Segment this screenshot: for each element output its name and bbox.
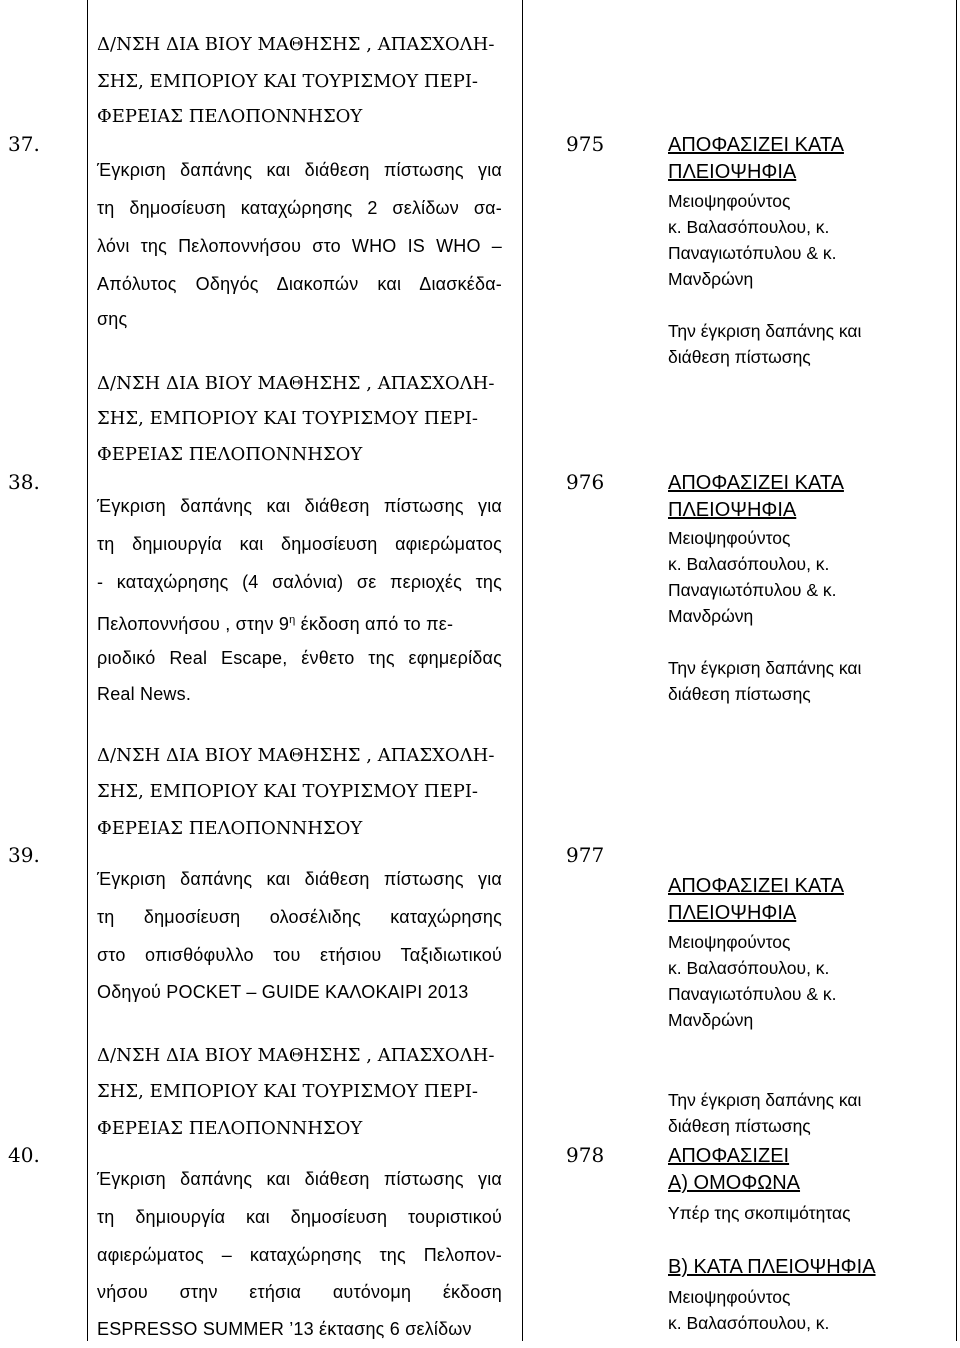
description-line: Οδηγού POCKET – GUIDE ΚΑΛΟΚΑΙΡΙ 2013 <box>97 982 469 1002</box>
description-line: νήσου στην ετήσια αυτόνομη έκδοση <box>97 1282 502 1302</box>
decision-heading <box>668 132 844 186</box>
decision-heading-line: ΑΠΟΦΑΣΙΖΕΙ <box>668 1145 790 1167</box>
description-line: Έγκριση δαπάνης και διάθεση πίστωσης για <box>97 869 502 889</box>
row-number: 39. <box>8 843 40 867</box>
minority-line: Μανδρώνη <box>668 606 754 626</box>
decision-heading-line: ΑΠΟΦΑΣΙΖΕΙ ΚΑΤΑ <box>668 875 844 897</box>
description-line: τη δημιουργία και δημοσίευση αφιερώματος <box>97 534 502 554</box>
minority-line: κ. Βαλασόπουλου, κ. <box>668 958 830 978</box>
minority-line: Μειοψηφούντος <box>668 528 791 548</box>
minority-line: Παναγιωτόπυλου & κ. <box>668 243 837 263</box>
description-line <box>97 602 502 643</box>
department-line: Δ/ΝΣΗ ΔΙΑ ΒΙΟΥ ΜΑΘΗΣΗΣ , ΑΠΑΣΧΟΛΗ- <box>97 1045 495 1066</box>
decision-heading-line: ΑΠΟΦΑΣΙΖΕΙ ΚΑΤΑ <box>668 134 844 156</box>
description-line: στο οπισθόφυλλο του ετήσιου Ταξιδιωτικού <box>97 945 502 965</box>
description-line: Απόλυτος Οδηγός Διακοπών και Διασκέδα- <box>97 274 502 294</box>
column-divider-right <box>956 0 957 1341</box>
department-line: ΣΗΣ, ΕΜΠΟΡΙΟΥ ΚΑΙ ΤΟΥΡΙΣΜΟΥ ΠΕΡΙ- <box>97 408 479 429</box>
minority-line: κ. Βαλασόπουλου, κ. <box>668 554 830 574</box>
approval-line: Την έγκριση δαπάνης και <box>668 1090 862 1110</box>
description-fragment: Πελοποννήσου , στην 9 <box>97 614 290 634</box>
department-line: Δ/ΝΣΗ ΔΙΑ ΒΙΟΥ ΜΑΘΗΣΗΣ , ΑΠΑΣΧΟΛΗ- <box>97 34 495 55</box>
decision-heading-line: Β) ΚΑΤΑ ΠΛΕΙΟΨΗΦΙΑ <box>668 1256 876 1278</box>
description-line: Real News. <box>97 684 192 704</box>
approval-block <box>668 318 861 370</box>
department-line: Δ/ΝΣΗ ΔΙΑ ΒΙΟΥ ΜΑΘΗΣΗΣ , ΑΠΑΣΧΟΛΗ- <box>97 373 495 394</box>
approval-block <box>668 655 861 707</box>
row-number: 37. <box>8 132 40 156</box>
description-fragment: έκδοση από το πε- <box>295 614 454 634</box>
description-line: σης <box>97 309 128 329</box>
approval-block <box>668 1087 861 1139</box>
approval-line: Την έγκριση δαπάνης και <box>668 658 862 678</box>
minority-block <box>668 188 837 292</box>
decision-heading-line: ΠΛΕΙΟΨΗΦΙΑ <box>668 161 797 183</box>
row-number: 38. <box>8 470 40 494</box>
minority-line: Παναγιωτόπυλου & κ. <box>668 580 837 600</box>
description-line: τη δημιουργία και δημοσίευση τουριστικού <box>97 1207 502 1227</box>
decision-heading-line: Α) ΟΜΟΦΩΝΑ <box>668 1172 801 1194</box>
department-line: ΦΕΡΕΙΑΣ ΠΕΛΟΠΟΝΝΗΣΟΥ <box>97 444 363 465</box>
column-divider-left <box>87 0 88 1341</box>
decision-heading-b <box>668 1254 876 1281</box>
department-line: ΣΗΣ, ΕΜΠΟΡΙΟΥ ΚΑΙ ΤΟΥΡΙΣΜΟΥ ΠΕΡΙ- <box>97 1081 479 1102</box>
approval-line: διάθεση πίστωσης <box>668 347 811 367</box>
description-line: λόνι της Πελοποννήσου στο WHO IS WHO – <box>97 236 502 256</box>
approval-line: διάθεση πίστωσης <box>668 1116 811 1136</box>
decision-heading <box>668 470 844 524</box>
department-line: Δ/ΝΣΗ ΔΙΑ ΒΙΟΥ ΜΑΘΗΣΗΣ , ΑΠΑΣΧΟΛΗ- <box>97 745 495 766</box>
description-line: ριοδικό Real Escape, ένθετο της εφημερίδας <box>97 648 502 668</box>
description-line: τη δημοσίευση ολοσέλιδης καταχώρησης <box>97 907 502 927</box>
minority-block <box>668 525 837 629</box>
minority-line: κ. Βαλασόπουλου, κ. <box>668 217 830 237</box>
description-line: Έγκριση δαπάνης και διάθεση πίστωσης για <box>97 160 502 180</box>
description-line: αφιερώματος – καταχώρησης της Πελοπον- <box>97 1245 502 1265</box>
decision-heading-line: ΠΛΕΙΟΨΗΦΙΑ <box>668 499 797 521</box>
minority-line: Μανδρώνη <box>668 1010 754 1030</box>
minority-line: Μειοψηφούντος <box>668 191 791 211</box>
minority-block <box>668 929 837 1033</box>
decision-heading-line: ΠΛΕΙΟΨΗΦΙΑ <box>668 902 797 924</box>
department-line: ΣΗΣ, ΕΜΠΟΡΙΟΥ ΚΑΙ ΤΟΥΡΙΣΜΟΥ ΠΕΡΙ- <box>97 781 479 802</box>
description-line: Έγκριση δαπάνης και διάθεση πίστωσης για <box>97 1169 502 1189</box>
department-line: ΣΗΣ, ΕΜΠΟΡΙΟΥ ΚΑΙ ΤΟΥΡΙΣΜΟΥ ΠΕΡΙ- <box>97 71 479 92</box>
decision-heading <box>668 1143 800 1197</box>
description-line: Έγκριση δαπάνης και διάθεση πίστωσης για <box>97 496 502 516</box>
minority-line: Μανδρώνη <box>668 269 754 289</box>
approval-line: διάθεση πίστωσης <box>668 684 811 704</box>
minority-line: Μειοψηφούντος <box>668 1287 791 1307</box>
description-line: ESPRESSO SUMMER ’13 έκτασης 6 σελίδων <box>97 1319 472 1339</box>
description-line: - καταχώρησης (4 σαλόνια) σε περιοχές της <box>97 572 502 592</box>
decision-heading <box>668 873 844 927</box>
decision-note: Υπέρ της σκοπιμότητας <box>668 1203 851 1223</box>
department-line: ΦΕΡΕΙΑΣ ΠΕΛΟΠΟΝΝΗΣΟΥ <box>97 106 363 127</box>
decision-number: 978 <box>566 1143 605 1167</box>
department-line: ΦΕΡΕΙΑΣ ΠΕΛΟΠΟΝΝΗΣΟΥ <box>97 1118 363 1139</box>
decision-number: 976 <box>566 470 605 494</box>
minority-line: Μειοψηφούντος <box>668 932 791 952</box>
department-line: ΦΕΡΕΙΑΣ ΠΕΛΟΠΟΝΝΗΣΟΥ <box>97 818 363 839</box>
description-line: τη δημοσίευση καταχώρησης 2 σελίδων σα- <box>97 198 502 218</box>
decision-heading-line: ΑΠΟΦΑΣΙΖΕΙ ΚΑΤΑ <box>668 472 844 494</box>
minority-block <box>668 1284 829 1336</box>
minority-line: Παναγιωτόπυλου & κ. <box>668 984 837 1004</box>
approval-line: Την έγκριση δαπάνης και <box>668 321 862 341</box>
decision-number: 975 <box>566 132 605 156</box>
row-number: 40. <box>8 1143 40 1167</box>
column-divider-middle <box>522 0 523 1341</box>
minority-line: κ. Βαλασόπουλου, κ. <box>668 1313 830 1333</box>
superscript: η <box>289 614 296 626</box>
decision-number: 977 <box>566 843 605 867</box>
